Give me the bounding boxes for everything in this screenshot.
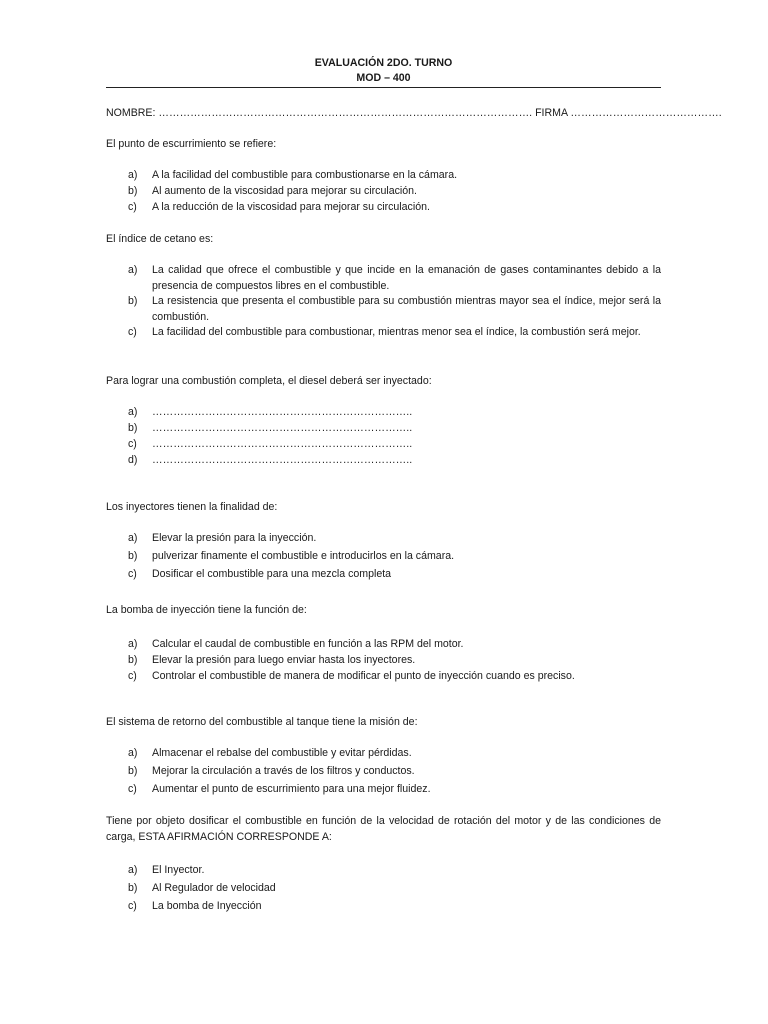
option-letter: d) bbox=[128, 454, 138, 466]
option-text: La calidad que ofrece el combustible y que incide en la emanación de gases contaminantes debido a la presencia de compuestos libres en el combustible. bbox=[152, 264, 661, 292]
option-letter: a) bbox=[128, 638, 138, 650]
question-4-option-c[interactable] bbox=[106, 565, 661, 583]
question-2-options bbox=[106, 263, 661, 341]
option-text: Al aumento de la viscosidad para mejorar su circulación. bbox=[152, 185, 417, 197]
option-letter: b) bbox=[128, 882, 138, 894]
question-7-prompt: Tiene por objeto dosificar el combustible en función de la velocidad de rotación del motor y de las condiciones de carga, ESTA AFIRMACIÓN CORRESPONDE A: bbox=[106, 815, 661, 843]
option-text: Aumentar el punto de escurrimiento para una mejor fluidez. bbox=[152, 783, 431, 795]
answer-blank[interactable]: ……………………………………………………………….. bbox=[152, 422, 413, 434]
option-text: El Inyector. bbox=[152, 864, 205, 876]
question-3-option-a[interactable] bbox=[106, 404, 661, 420]
question-6-prompt: El sistema de retorno del combustible al tanque tiene la misión de: bbox=[106, 716, 418, 728]
question-3-option-b[interactable] bbox=[106, 420, 661, 436]
firma-blank[interactable]: ……………………………………. bbox=[570, 107, 722, 119]
option-text: Mejorar la circulación a través de los filtros y conductos. bbox=[152, 765, 415, 777]
question-4-prompt: Los inyectores tienen la finalidad de: bbox=[106, 501, 278, 513]
option-letter: a) bbox=[128, 406, 138, 418]
name-label: NOMBRE: bbox=[106, 107, 159, 119]
option-letter: c) bbox=[128, 201, 137, 213]
option-letter: b) bbox=[128, 765, 138, 777]
option-letter: b) bbox=[128, 185, 138, 197]
name-signature-line bbox=[106, 106, 722, 120]
question-2-prompt: El índice de cetano es: bbox=[106, 233, 214, 245]
option-letter: a) bbox=[128, 864, 138, 876]
question-4-options bbox=[106, 529, 661, 583]
option-letter: c) bbox=[128, 438, 137, 450]
firma-label: FIRMA bbox=[532, 107, 571, 119]
option-letter: b) bbox=[128, 654, 138, 666]
option-letter: a) bbox=[128, 532, 138, 544]
question-3-option-c[interactable] bbox=[106, 436, 661, 452]
question-5-option-a[interactable] bbox=[106, 636, 661, 652]
option-text: pulverizar finamente el combustible e introducirlos en la cámara. bbox=[152, 550, 455, 562]
question-2-option-b[interactable] bbox=[106, 294, 661, 325]
option-letter: a) bbox=[128, 264, 138, 276]
option-letter: a) bbox=[128, 169, 138, 181]
option-text: Calcular el caudal de combustible en función a las RPM del motor. bbox=[152, 638, 464, 650]
option-letter: a) bbox=[128, 747, 138, 759]
question-7-options bbox=[106, 861, 661, 915]
question-2-option-a[interactable] bbox=[106, 263, 661, 294]
question-2-option-c[interactable] bbox=[106, 325, 661, 341]
option-text: Almacenar el rebalse del combustible y evitar pérdidas. bbox=[152, 747, 412, 759]
question-1-option-a[interactable] bbox=[106, 167, 661, 183]
question-5-option-b[interactable] bbox=[106, 652, 661, 668]
question-6-option-a[interactable] bbox=[106, 744, 661, 762]
question-1-option-c[interactable] bbox=[106, 199, 661, 215]
exam-header bbox=[106, 56, 661, 86]
question-1-options bbox=[106, 167, 661, 215]
exam-title: EVALUACIÓN 2DO. TURNO bbox=[314, 57, 453, 69]
option-letter: b) bbox=[128, 550, 138, 562]
question-5-option-c[interactable] bbox=[106, 668, 661, 684]
option-letter: c) bbox=[128, 900, 137, 912]
question-7-option-a[interactable] bbox=[106, 861, 661, 879]
answer-blank[interactable]: ……………………………………………………………….. bbox=[152, 438, 413, 450]
question-1-prompt: El punto de escurrimiento se refiere: bbox=[106, 138, 277, 150]
question-3-option-d[interactable] bbox=[106, 452, 661, 468]
option-letter: b) bbox=[128, 295, 138, 307]
option-text: La resistencia que presenta el combustible para su combustión mientras mayor sea el índice, mejor será la combustión. bbox=[152, 295, 661, 323]
question-3-prompt: Para lograr una combustión completa, el diesel deberá ser inyectado: bbox=[106, 375, 432, 387]
option-letter: c) bbox=[128, 783, 137, 795]
question-5-options bbox=[106, 636, 661, 684]
option-text: Al Regulador de velocidad bbox=[152, 882, 276, 894]
question-7-option-b[interactable] bbox=[106, 879, 661, 897]
header-divider bbox=[106, 87, 661, 88]
option-letter: c) bbox=[128, 326, 137, 338]
option-text: A la facilidad del combustible para combustionarse en la cámara. bbox=[152, 169, 458, 181]
answer-blank[interactable]: ……………………………………………………………….. bbox=[152, 454, 413, 466]
question-4-option-b[interactable] bbox=[106, 547, 661, 565]
option-letter: b) bbox=[128, 422, 138, 434]
question-6-option-b[interactable] bbox=[106, 762, 661, 780]
question-1-option-b[interactable] bbox=[106, 183, 661, 199]
option-text: La facilidad del combustible para combustionar, mientras menor sea el índice, la combustión será mejor. bbox=[152, 326, 641, 338]
question-6-options bbox=[106, 744, 661, 798]
option-text: A la reducción de la viscosidad para mejorar su circulación. bbox=[152, 201, 430, 213]
option-letter: c) bbox=[128, 568, 137, 580]
question-7-option-c[interactable] bbox=[106, 897, 661, 915]
option-text: Controlar el combustible de manera de modificar el punto de inyección cuando es preciso. bbox=[152, 670, 575, 682]
question-3-options bbox=[106, 404, 661, 468]
question-4-option-a[interactable] bbox=[106, 529, 661, 547]
option-letter: c) bbox=[128, 670, 137, 682]
answer-blank[interactable]: ……………………………………………………………….. bbox=[152, 406, 413, 418]
exam-subtitle: MOD – 400 bbox=[356, 72, 411, 84]
option-text: La bomba de Inyección bbox=[152, 900, 262, 912]
option-text: Dosificar el combustible para una mezcla completa bbox=[152, 568, 392, 580]
option-text: Elevar la presión para la inyección. bbox=[152, 532, 317, 544]
name-blank[interactable]: ……………………………………………………………………………………………. bbox=[158, 107, 533, 119]
option-text: Elevar la presión para luego enviar hasta los inyectores. bbox=[152, 654, 416, 666]
question-5-prompt: La bomba de inyección tiene la función de: bbox=[106, 604, 307, 616]
question-6-option-c[interactable] bbox=[106, 780, 661, 798]
